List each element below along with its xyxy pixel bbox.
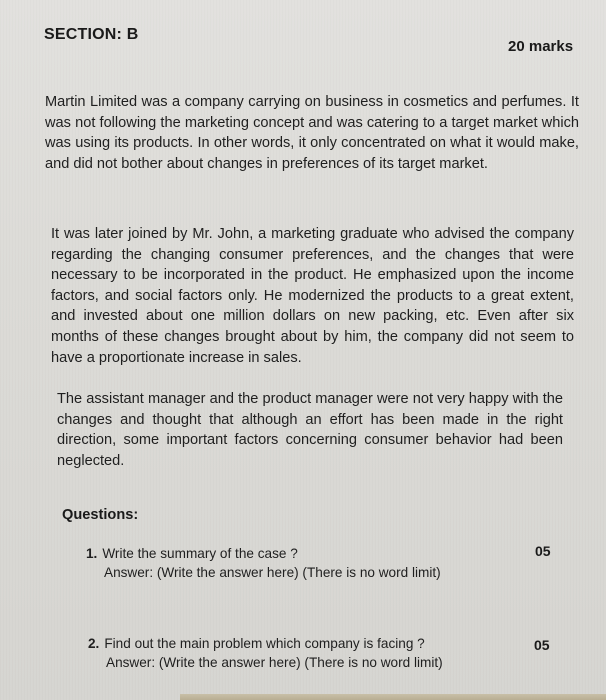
question-1-marks: 05 [535, 543, 551, 559]
case-paragraph-1: Martin Limited was a company carrying on business in cosmetics and perfumes. It was not following the marketing concept and was catering to a target market which was using its products. In other words, it only concentrated on what it would make, and did not bother about changes in preferences of its target market. [45, 94, 579, 172]
questions-heading: Questions: [62, 507, 139, 523]
total-marks: 20 marks [508, 38, 574, 55]
desk-edge [180, 694, 606, 700]
question-1 [86, 544, 486, 582]
question-1-answer-hint: Answer: (Write the answer here) (There is no word limit) [104, 565, 441, 580]
case-paragraph-2: It was later joined by Mr. John, a marketing graduate who advised the company regarding the changing consumer preferences, and the changes that were necessary to be incorporated in the product. He emphasized upon the income factors, and social factors only. He modernized the products to a great extent, and invested about one million dollars on new packing, etc. Even after six months of these changes brought about by him, the company did not seem to have a proportionate increase in sales. [51, 226, 574, 366]
question-2-text: Find out the main problem which company is facing ? [104, 636, 425, 651]
case-paragraph-3: The assistant manager and the product manager were not very happy with the changes and thought that although an effort has been made in the right direction, some important factors concerning consumer behavior had been neglected. [57, 391, 563, 469]
question-1-text: Write the summary of the case ? [102, 546, 298, 561]
question-1-number: 1. [86, 546, 98, 561]
question-2-marks: 05 [534, 637, 550, 653]
question-2-answer-hint: Answer: (Write the answer here) (There is no word limit) [106, 655, 443, 670]
question-2-number: 2. [88, 636, 100, 651]
question-2 [88, 634, 488, 672]
section-title: SECTION: B [44, 26, 139, 43]
